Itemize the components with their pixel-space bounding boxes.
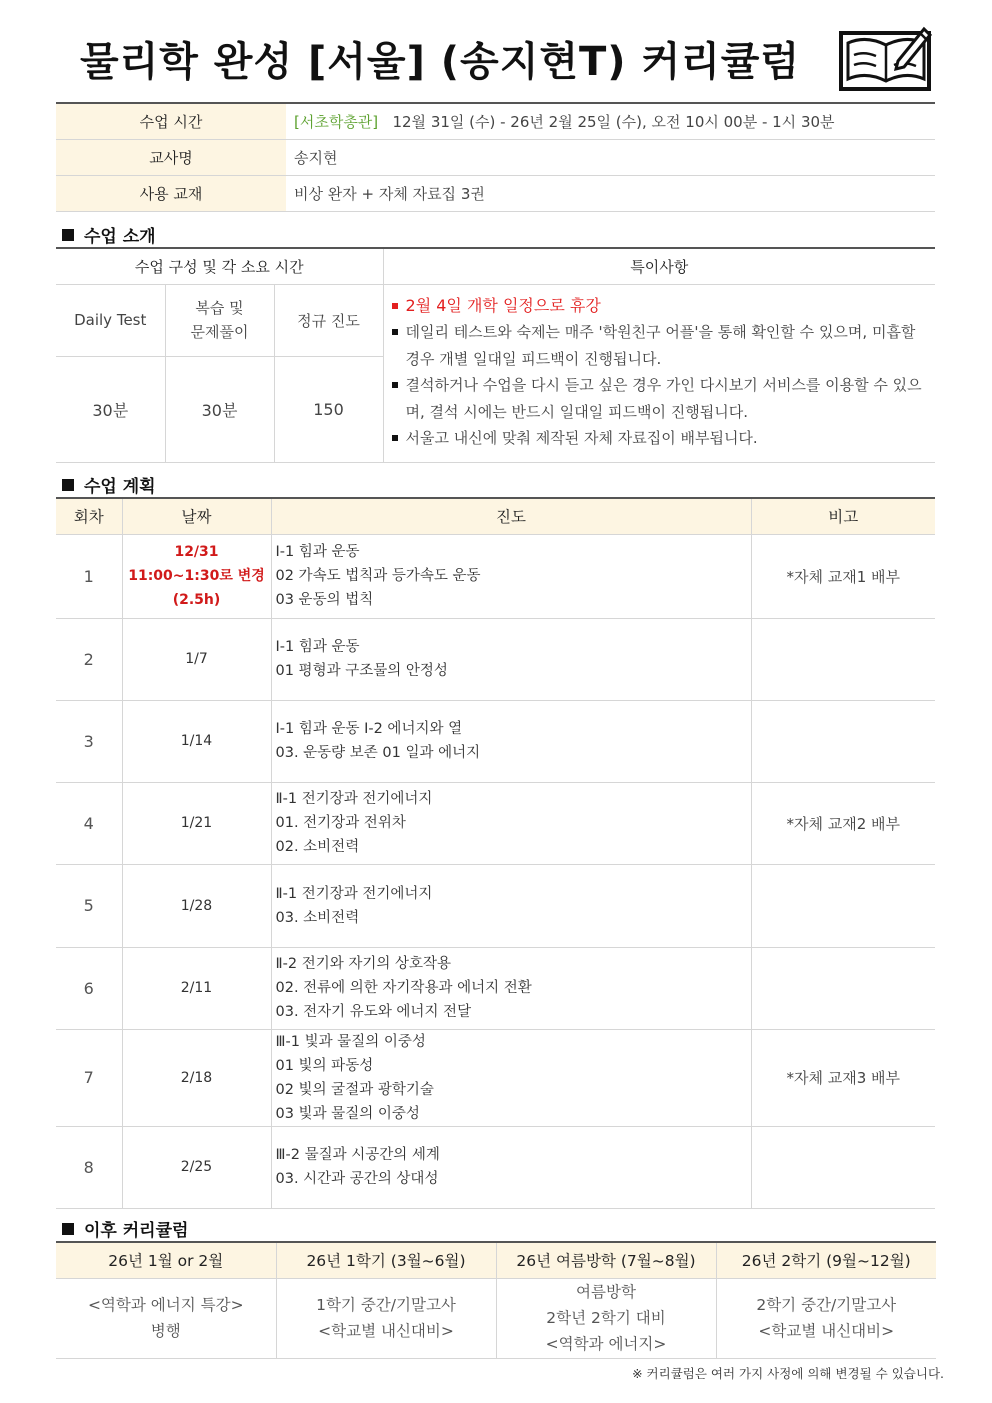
future-cell-line: 1학기 중간/기말고사: [316, 1296, 456, 1314]
row-date: [122, 1126, 271, 1208]
future-cell: [56, 1278, 276, 1358]
row-date-line: 12/31: [174, 544, 219, 560]
row-date: [122, 534, 271, 618]
row-note: *자체 교재3 배부: [751, 1029, 935, 1126]
plan-row: [56, 1029, 935, 1126]
notes-header: 특이사항: [383, 248, 935, 284]
header-date: 날짜: [122, 498, 271, 534]
row-note: [751, 947, 935, 1029]
time-location: [서초학총관]: [294, 112, 379, 131]
row-date-line: 1/7: [185, 651, 208, 667]
row-date: [122, 1029, 271, 1126]
daily-test-label: Daily Test: [56, 284, 165, 356]
future-cell-line: <학교별 내신대비>: [318, 1322, 454, 1340]
row-progress-line: Ⅰ-1 힘과 운동 Ⅰ-2 에너지와 열: [275, 721, 463, 737]
future-header: 26년 여름방학 (7월~8월): [496, 1242, 716, 1278]
row-progress: [271, 1029, 751, 1126]
row-num: 3: [56, 700, 122, 782]
future-cell: [276, 1278, 496, 1358]
row-progress-line: Ⅱ-1 전기장과 전기에너지: [275, 885, 433, 902]
plan-header-row: [56, 498, 935, 534]
row-progress: [271, 534, 751, 618]
regular-value: 150: [274, 356, 383, 462]
row-progress-line: Ⅱ-1 전기장과 전기에너지: [275, 791, 433, 807]
header-note: 비고: [751, 498, 935, 534]
note-item: 데일리 테스트와 숙제는 매주 '학원친구 어플'을 통해 확인할 수 있으며, 미흡할 경우 개별 일대일 피드백이 진행됩니다.: [390, 319, 930, 372]
info-row-time: [56, 103, 935, 139]
teacher-label: 교사명: [56, 139, 286, 175]
section-plan-heading: 수업 계획: [62, 472, 156, 497]
section-intro-heading: 수업 소개: [62, 222, 156, 247]
row-note: *자체 교재1 배부: [751, 534, 935, 618]
row-date-line: 1/21: [180, 815, 213, 831]
header-num: 회차: [56, 498, 122, 534]
review-label: 복습 및 문제풀이: [165, 284, 274, 356]
future-header: 26년 1학기 (3월~6월): [276, 1242, 496, 1278]
row-note: [751, 864, 935, 947]
note-item: 서울고 내신에 맞춰 제작된 자체 자료집이 배부됩니다.: [390, 425, 930, 452]
daily-test-value: 30분: [56, 356, 165, 462]
row-date: [122, 700, 271, 782]
future-cell-line: <학교별 내신대비>: [758, 1322, 895, 1340]
row-num: 5: [56, 864, 122, 947]
plan-row: [56, 782, 935, 864]
row-date: [122, 618, 271, 700]
time-label: 수업 시간: [56, 103, 286, 139]
row-num: 4: [56, 782, 122, 864]
row-note: [751, 1126, 935, 1208]
row-progress-line: 03. 시간과 공간의 상대성: [275, 1171, 439, 1187]
plan-row: [56, 1126, 935, 1208]
square-bullet-icon: [62, 479, 74, 491]
square-bullet-icon: [62, 229, 74, 241]
section-future-heading: 이후 커리큘럼: [62, 1216, 188, 1241]
row-progress-line: Ⅰ-1 힘과 운동: [275, 639, 360, 655]
regular-label: 정규 진도: [274, 284, 383, 356]
header-progress: 진도: [271, 498, 751, 534]
composition-header: 수업 구성 및 각 소요 시간: [56, 248, 383, 284]
info-table: [56, 102, 935, 212]
row-date-line: 1/14: [180, 733, 213, 749]
plan-row: [56, 947, 935, 1029]
future-header: 26년 1월 or 2월: [56, 1242, 276, 1278]
row-progress-line: 02 빛의 굴절과 광학기술: [275, 1081, 434, 1098]
row-date-line: 2/11: [180, 980, 213, 996]
row-progress-line: Ⅲ-2 물질과 시공간의 세계: [275, 1147, 440, 1163]
notes-list: [390, 293, 930, 452]
row-num: 8: [56, 1126, 122, 1208]
plan-row: [56, 534, 935, 618]
row-date-line: 2/18: [180, 1069, 213, 1086]
row-progress-line: 02. 소비전력: [275, 839, 360, 855]
future-cell-line: 2학기 중간/기말고사: [756, 1296, 897, 1314]
row-note: [751, 700, 935, 782]
row-num: 7: [56, 1029, 122, 1126]
row-progress-line: 01. 전기장과 전위차: [275, 815, 406, 831]
row-note: [751, 618, 935, 700]
row-progress-line: 02. 전류에 의한 자기작용과 에너지 전환: [275, 980, 532, 996]
row-progress: [271, 1126, 751, 1208]
notes-cell: [383, 284, 935, 462]
row-date-line: 2/25: [180, 1159, 213, 1175]
info-row-book: [56, 175, 935, 211]
future-cell-line: 여름방학: [576, 1283, 636, 1301]
plan-row: [56, 864, 935, 947]
future-cell-line: <역학과 에너지 특강>: [87, 1296, 244, 1314]
row-progress-line: 01 평형과 구조물의 안정성: [275, 663, 448, 679]
row-date-line: 1/28: [180, 897, 213, 914]
row-progress-line: Ⅲ-1 빛과 물질의 이중성: [275, 1033, 426, 1050]
row-progress-line: 03. 전자기 유도와 에너지 전달: [275, 1004, 472, 1020]
row-progress-line: 03 빛과 물질의 이중성: [275, 1105, 420, 1122]
row-progress: [271, 864, 751, 947]
page-title: 물리학 완성 [서울] (송지현T) 커리큘럼: [79, 39, 801, 85]
future-body-row: [56, 1278, 936, 1358]
info-row-teacher: [56, 139, 935, 175]
row-progress: [271, 618, 751, 700]
row-progress-line: 03 운동의 법칙: [275, 592, 374, 608]
row-progress-line: 03. 운동량 보존 01 일과 에너지: [275, 745, 481, 761]
future-cell: [716, 1278, 936, 1358]
future-header-row: [56, 1242, 936, 1278]
note-item: 2월 4일 개학 일정으로 휴강: [390, 293, 930, 320]
note-item: 결석하거나 수업을 다시 듣고 싶은 경우 가인 다시보기 서비스를 이용할 수 있으며, 결석 시에는 반드시 일대일 피드백이 진행됩니다.: [390, 372, 930, 425]
row-progress-line: 03. 소비전력: [275, 909, 360, 926]
future-cell: [496, 1278, 716, 1358]
review-value: 30분: [165, 356, 274, 462]
time-value: 12월 31일 (수) - 26년 2월 25일 (수), 오전 10시 00분 - 1시 30분: [392, 112, 835, 131]
book-value: 비상 완자 + 자체 자료집 3권: [286, 175, 935, 211]
plan-row: [56, 618, 935, 700]
square-bullet-icon: [62, 1223, 74, 1235]
row-progress: [271, 700, 751, 782]
future-header: 26년 2학기 (9월~12월): [716, 1242, 936, 1278]
future-cell-line: <역학과 에너지>: [545, 1335, 667, 1353]
book-pencil-icon: [838, 25, 934, 93]
row-num: 2: [56, 618, 122, 700]
row-progress-line: 01 빛의 파동성: [275, 1057, 374, 1074]
row-progress: [271, 947, 751, 1029]
teacher-value: 송지현: [286, 139, 935, 175]
row-progress: [271, 782, 751, 864]
future-table: [56, 1241, 936, 1359]
row-progress-line: Ⅰ-1 힘과 운동: [275, 544, 360, 560]
row-date: [122, 947, 271, 1029]
intro-table: [56, 247, 935, 463]
row-note: *자체 교재2 배부: [751, 782, 935, 864]
row-date-line: (2.5h): [172, 592, 221, 608]
row-progress-line: 02 가속도 법칙과 등가속도 운동: [275, 568, 481, 584]
row-date: [122, 782, 271, 864]
row-num: 1: [56, 534, 122, 618]
plan-row: [56, 700, 935, 782]
row-date-line: 11:00~1:30로 변경: [128, 568, 265, 584]
row-date: [122, 864, 271, 947]
footnote: ※ 커리큘럼은 여러 가지 사정에 의해 변경될 수 있습니다.: [632, 1366, 944, 1381]
row-num: 6: [56, 947, 122, 1029]
plan-table: [56, 497, 935, 1209]
future-cell-line: 2학년 2학기 대비: [546, 1309, 666, 1327]
future-cell-line: 병행: [150, 1322, 181, 1340]
book-label: 사용 교재: [56, 175, 286, 211]
row-progress-line: Ⅱ-2 전기와 자기의 상호작용: [275, 956, 451, 972]
